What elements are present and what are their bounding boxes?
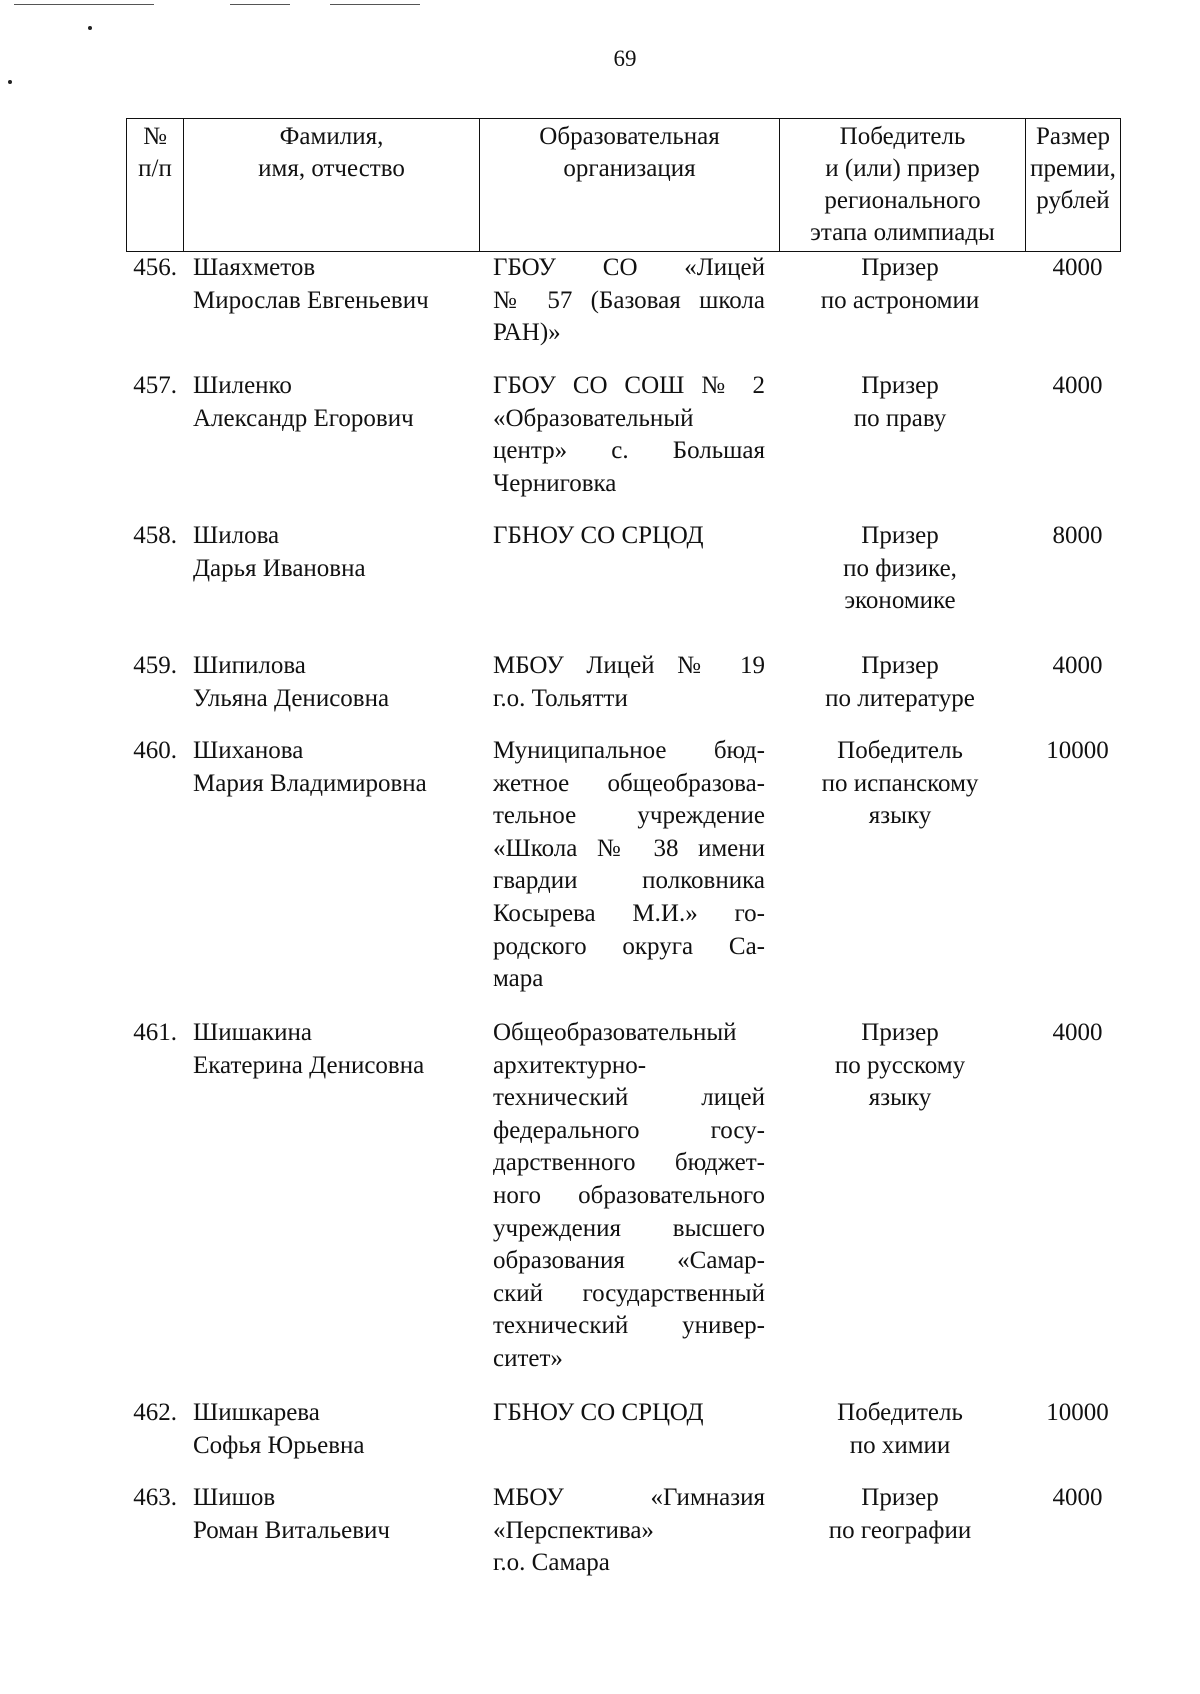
name-line: Екатерина Денисовна — [193, 1051, 425, 1079]
row-organization — [477, 520, 777, 650]
row-award — [777, 650, 1023, 735]
header-line: Фамилия, — [279, 123, 384, 150]
header-line: Образовательная — [539, 123, 720, 150]
org-line: образования «Самар- — [493, 1247, 765, 1275]
row-prize: 10000 — [1046, 1399, 1109, 1426]
header-line: рублей — [1036, 187, 1110, 214]
row-prize: 10000 — [1046, 737, 1109, 764]
org-line: центр» с. Большая — [493, 437, 765, 465]
row-name — [181, 370, 477, 520]
header-line: премии, — [1030, 155, 1116, 182]
header-line: организация — [563, 155, 696, 182]
table-row — [126, 1482, 1120, 1592]
row-number: 463. — [133, 1484, 177, 1511]
award-line: по испанскому — [821, 769, 979, 797]
row-number: 460. — [133, 737, 177, 764]
page-number: 69 — [613, 46, 637, 71]
org-line: Черниговка — [493, 469, 617, 497]
table-row — [126, 1017, 1120, 1397]
award-line: Победитель — [837, 1399, 963, 1426]
scan-speck — [8, 80, 12, 84]
name-line: Мария Владимировна — [193, 769, 427, 797]
row-organization — [477, 1397, 777, 1482]
award-line: Призер — [861, 652, 939, 679]
row-organization — [477, 370, 777, 520]
row-prize: 4000 — [1052, 1019, 1103, 1046]
org-line: тельное учреждение — [493, 802, 765, 830]
header-line: п/п — [138, 155, 172, 182]
header-award — [780, 119, 1026, 252]
org-line: Муниципальное бюд- — [493, 737, 765, 764]
header-line: имя, отчество — [258, 155, 405, 182]
name-line: Ульяна Денисовна — [193, 684, 390, 712]
org-line: Общеобразовательный — [493, 1019, 737, 1046]
table-row — [126, 370, 1120, 520]
award-line: Призер — [861, 1019, 939, 1046]
org-line: жетное общеобразова- — [493, 769, 765, 797]
header-prize — [1026, 119, 1121, 252]
name-line: Шипилова — [193, 652, 306, 679]
row-prize: 4000 — [1052, 652, 1103, 679]
org-line: ский государственный — [493, 1279, 765, 1307]
name-line: Дарья Ивановна — [193, 554, 366, 582]
name-line: Александр Егорович — [193, 404, 414, 432]
org-line: архитектурно- — [493, 1051, 647, 1079]
table-header — [126, 118, 1121, 252]
table-row — [126, 1397, 1120, 1482]
award-line: экономике — [844, 587, 956, 615]
table-row — [126, 650, 1120, 735]
row-award — [777, 735, 1023, 1017]
row-name — [181, 1482, 477, 1592]
award-line: Призер — [861, 254, 939, 281]
org-line: г.о. Тольятти — [493, 684, 628, 712]
award-line: Призер — [861, 522, 939, 549]
header-organization — [480, 119, 780, 252]
org-line: МБОУ Лицей № 19 — [493, 652, 765, 679]
row-organization — [477, 1482, 777, 1592]
name-line: Шилова — [193, 522, 280, 549]
org-line: МБОУ «Гимназия — [493, 1484, 765, 1511]
row-number: 459. — [133, 652, 177, 679]
org-line: родского округа Са- — [493, 932, 765, 960]
award-line: языку — [868, 802, 932, 830]
header-line: Размер — [1036, 123, 1110, 150]
row-award — [777, 520, 1023, 650]
row-number: 461. — [133, 1019, 177, 1046]
table-row — [126, 520, 1120, 650]
row-award — [777, 1017, 1023, 1397]
header-line: № — [143, 123, 167, 150]
row-award — [777, 1482, 1023, 1592]
row-organization — [477, 252, 777, 370]
org-line: «Перспектива» — [493, 1516, 654, 1544]
scan-rule — [330, 4, 420, 5]
row-prize: 8000 — [1052, 522, 1103, 549]
header-line: регионального — [824, 187, 981, 214]
org-line: ГБНОУ СО СРЦОД — [493, 522, 704, 549]
org-line: № 57 (Базовая школа — [493, 286, 765, 314]
row-number: 462. — [133, 1399, 177, 1426]
org-line: федерального госу- — [493, 1116, 765, 1144]
org-line: технический лицей — [493, 1084, 765, 1112]
table-row — [126, 252, 1120, 370]
row-number: 458. — [133, 522, 177, 549]
org-line: ГБОУ СО «Лицей — [493, 254, 765, 281]
row-name — [181, 735, 477, 1017]
row-name — [181, 520, 477, 650]
row-organization — [477, 1017, 777, 1397]
name-line: Шиленко — [193, 372, 292, 399]
name-line: Шаяхметов — [193, 254, 316, 281]
org-line: ситет» — [493, 1344, 563, 1372]
name-line: Мирослав Евгеньевич — [193, 286, 429, 314]
org-line: «Школа № 38 имени — [493, 834, 765, 862]
award-line: Призер — [861, 372, 939, 399]
award-line: по географии — [828, 1516, 972, 1544]
scan-rule — [14, 4, 154, 5]
header-line: и (или) призер — [825, 155, 980, 182]
name-line: Шиханова — [193, 737, 304, 764]
org-line: РАН)» — [493, 319, 561, 347]
row-name — [181, 252, 477, 370]
org-line: Косырева М.И.» го- — [493, 899, 765, 927]
row-award — [777, 370, 1023, 520]
award-line: по русскому — [834, 1051, 966, 1079]
header-line: Победитель — [839, 123, 966, 150]
org-line: мара — [493, 965, 544, 993]
org-line: учреждения высшего — [493, 1214, 765, 1242]
award-line: по праву — [853, 404, 947, 432]
row-name — [181, 650, 477, 735]
org-line: гвардии полковника — [493, 867, 765, 895]
org-line: г.о. Самара — [493, 1549, 610, 1577]
scan-speck — [88, 26, 92, 30]
award-line: языку — [868, 1084, 932, 1112]
row-prize: 4000 — [1052, 254, 1103, 281]
row-award — [777, 1397, 1023, 1482]
award-line: Призер — [861, 1484, 939, 1511]
org-line: ного образовательного — [493, 1181, 765, 1209]
award-line: по астрономии — [820, 286, 980, 314]
award-line: по литературе — [825, 684, 975, 712]
award-line: по химии — [849, 1431, 951, 1459]
name-line: Шишкарева — [193, 1399, 320, 1426]
award-line: Победитель — [837, 737, 963, 764]
header-line: этапа олимпиады — [810, 219, 995, 246]
award-line: по физике, — [843, 554, 957, 582]
row-organization — [477, 650, 777, 735]
row-prize: 4000 — [1052, 1484, 1103, 1511]
header-name — [184, 119, 480, 252]
name-line: Шишакина — [193, 1019, 312, 1046]
row-number: 457. — [133, 372, 177, 399]
org-line: ГБОУ СО СОШ № 2 — [493, 372, 765, 399]
org-line: дарственного бюджет- — [493, 1149, 765, 1177]
org-line: технический универ- — [493, 1312, 765, 1340]
org-line: ГБНОУ СО СРЦОД — [493, 1399, 704, 1426]
header-number — [127, 119, 184, 252]
name-line: Шишов — [193, 1484, 276, 1511]
name-line: Софья Юрьевна — [193, 1431, 365, 1459]
table-body — [126, 252, 1120, 1592]
row-number: 456. — [133, 254, 177, 281]
row-name — [181, 1017, 477, 1397]
row-prize: 4000 — [1052, 372, 1103, 399]
scan-rule — [230, 4, 290, 5]
org-line: «Образовательный — [493, 404, 694, 432]
row-award — [777, 252, 1023, 370]
row-name — [181, 1397, 477, 1482]
table-row — [126, 735, 1120, 1017]
name-line: Роман Витальевич — [193, 1516, 391, 1544]
row-organization — [477, 735, 777, 1017]
